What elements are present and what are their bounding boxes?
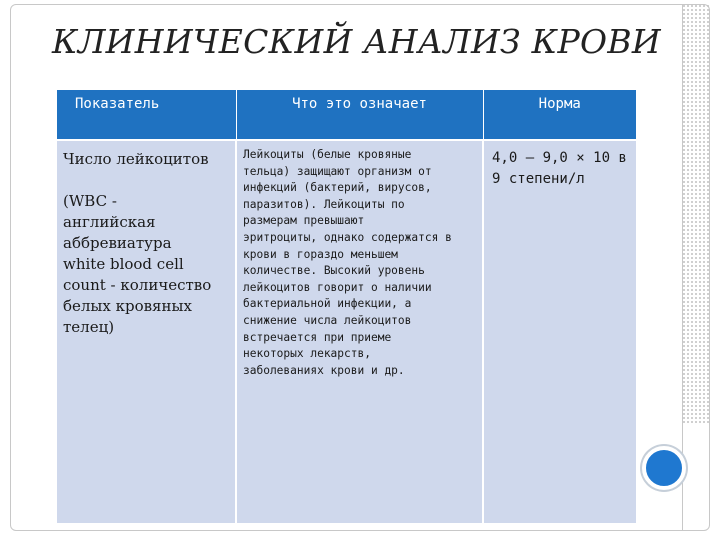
blood-analysis-table: [57, 90, 636, 523]
indicator-note: [63, 191, 229, 338]
note-line: (WBC -: [63, 192, 117, 210]
header-indicator: Показатель: [57, 90, 236, 140]
meaning-line: встречается при приеме: [243, 330, 392, 344]
meaning-line: крови в гораздо меньшем: [243, 247, 398, 261]
note-line: аббревиатура: [63, 234, 172, 252]
dotted-pattern: [682, 4, 710, 424]
table-header-row: [57, 90, 636, 140]
meaning-line: снижение числа лейкоцитов: [243, 313, 412, 327]
note-line: телец): [63, 318, 115, 336]
meaning-line: Лейкоциты (белые кровяные: [243, 148, 412, 161]
note-line: count - количество: [63, 276, 212, 294]
meaning-line: лейкоцитов говорит о наличии: [243, 280, 432, 294]
meaning-line: количестве. Высокий уровень: [243, 264, 425, 278]
norm-cell: [483, 140, 636, 523]
table-row: [57, 140, 636, 523]
header-norm: Норма: [483, 90, 636, 140]
meaning-line: эритроциты, однако содержатся в: [243, 230, 452, 244]
meaning-line: заболеваниях крови и др.: [243, 363, 405, 377]
page-title: КЛИНИЧЕСКИЙ АНАЛИЗ КРОВИ: [52, 22, 661, 61]
meaning-line: некоторых лекарств,: [243, 347, 371, 361]
meaning-line: паразитов). Лейкоциты по: [243, 197, 405, 211]
norm-line: 4,0 – 9,0 × 10 в: [492, 150, 627, 166]
note-line: white blood cell: [63, 255, 184, 273]
meaning-cell: [236, 140, 483, 523]
meaning-line: тельца) защищают организм от: [243, 164, 432, 178]
note-line: белых кровяных: [63, 297, 192, 315]
meaning-line: размерам превышают: [243, 214, 365, 228]
note-line: английская: [63, 213, 156, 231]
meaning-line: инфекций (бактерий, вирусов,: [243, 181, 432, 195]
indicator-name: Число лейкоцитов: [63, 150, 209, 168]
indicator-cell: [57, 140, 236, 523]
header-meaning: Что это означает: [236, 90, 483, 140]
norm-line: 9 степени/л: [492, 171, 585, 187]
meaning-line: бактериальной инфекции, а: [243, 297, 412, 311]
blue-circle-icon: [642, 446, 686, 490]
